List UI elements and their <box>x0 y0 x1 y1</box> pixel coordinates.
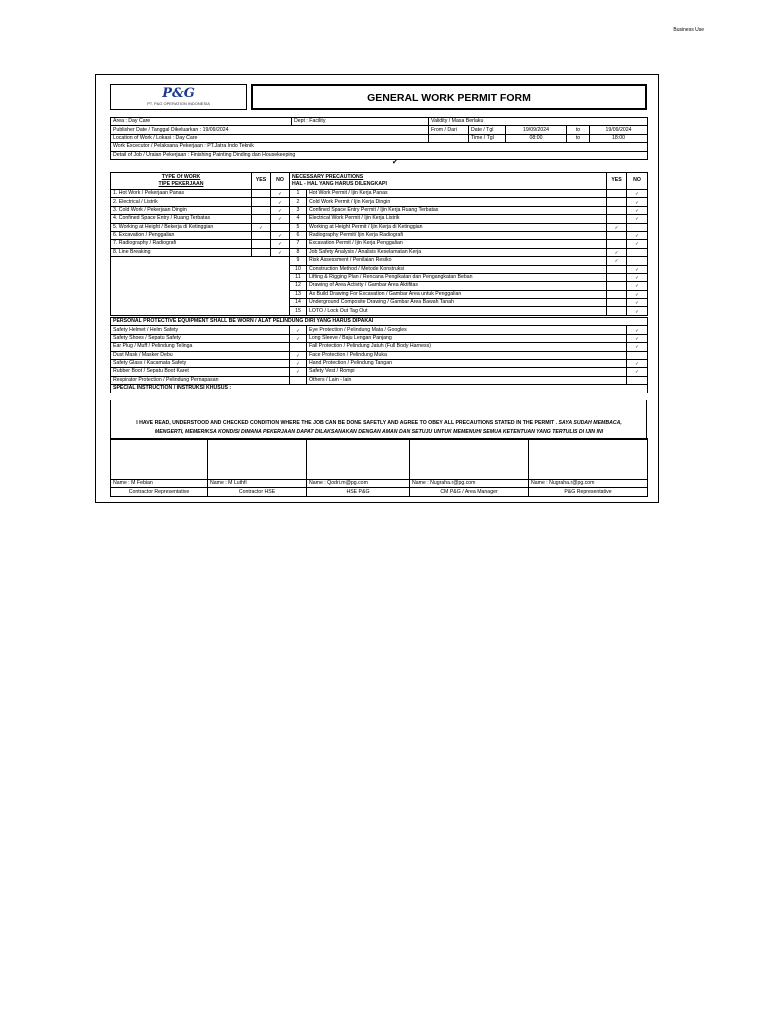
precaution-label: Confined Space Entry Permit / Ijin Kerja Ruang Terbatas <box>307 206 607 214</box>
precaution-yes-check <box>607 307 627 315</box>
ppe-right-item: Safety Vest / Rompi <box>307 368 627 376</box>
ppe-row <box>111 343 648 351</box>
precaution-no-check: ✓ <box>627 299 648 307</box>
ppe-right-check: ✓ <box>627 368 648 376</box>
ppe-row <box>111 376 648 384</box>
ppe-left-item: Safety Helmet / Helm Safety <box>111 326 290 334</box>
work-type-label: 1. Hot Work / Pekerjaan Panas <box>111 190 252 198</box>
precaution-label: Underground Composite Drawing / Gambar Area Bawah Tanah <box>307 299 607 307</box>
precaution-label: Radiography Permit/ Ijin Kerja Radiografi <box>307 231 607 239</box>
precaution-yes-check <box>607 198 627 206</box>
form-title: GENERAL WORK PERMIT FORM <box>367 92 531 104</box>
ppe-left-check <box>290 343 307 351</box>
work-type-label: 2. Electrical / Listrik <box>111 198 252 206</box>
signature-box <box>410 439 529 480</box>
work-row <box>111 273 648 281</box>
precaution-number: 6 <box>290 231 307 239</box>
work-row <box>111 299 648 307</box>
signature-role-row <box>111 488 648 496</box>
precaution-number: 12 <box>290 282 307 290</box>
signature-box <box>208 439 307 480</box>
publisher-date-cell: Publisher Date / Tanggal Dikeluarkan : 19/09/2024 <box>111 126 429 134</box>
signature-name: Name : M Luthfi <box>208 480 307 488</box>
precaution-yes-check <box>607 265 627 273</box>
precaution-label: Job Safety Analysis / Analisis Keselamatan Kerja <box>307 248 607 256</box>
pg-logo: P&G <box>162 86 195 101</box>
signature-role: HSE P&G <box>307 488 410 496</box>
ppe-row <box>111 368 648 376</box>
precaution-number: 5 <box>290 223 307 231</box>
business-use-label: Business Use <box>673 27 704 33</box>
work-type-no-check: ✓ <box>271 198 290 206</box>
precaution-number: 15 <box>290 307 307 315</box>
signature-role: P&G Representative <box>529 488 648 496</box>
work-row <box>111 307 648 315</box>
form-title-box <box>251 84 647 110</box>
work-type-label: 8. Line Breaking <box>111 248 252 256</box>
work-row <box>111 248 648 256</box>
empty-cell <box>252 265 271 273</box>
precaution-no-check: ✓ <box>627 290 648 298</box>
work-type-no-check <box>271 223 290 231</box>
ppe-header: PERSONAL PROTECTIVE EQUIPMENT SHALL BE WORN / ALAT PELINDUNG DIRI YANG HARUS DIPAKAI <box>111 318 648 326</box>
check-mark-icon: ✔ <box>392 159 398 166</box>
precaution-yes-check <box>607 282 627 290</box>
precaution-yes-check <box>607 231 627 239</box>
ppe-right-item: Face Protection / Pelindung Muka <box>307 351 627 359</box>
empty-cell <box>271 265 290 273</box>
ppe-left-check: ✓ <box>290 368 307 376</box>
ppe-left-item: Dust Mask / Masker Debu <box>111 351 290 359</box>
precaution-number: 14 <box>290 299 307 307</box>
empty-cell <box>111 299 252 307</box>
precaution-no-check: ✓ <box>627 206 648 214</box>
work-type-yes-check <box>252 240 271 248</box>
date-label: Date / Tgl <box>469 126 506 134</box>
precaution-number: 3 <box>290 206 307 214</box>
precaution-no-check: ✓ <box>627 282 648 290</box>
ppe-right-item: Long Sleeve / Baju Lengan Panjang <box>307 334 627 342</box>
precaution-label: LOTO / Lock Out Tag Out <box>307 307 607 315</box>
empty-cell <box>111 265 252 273</box>
empty-cell <box>111 307 252 315</box>
empty-cell <box>271 257 290 265</box>
precaution-no-check: ✓ <box>627 273 648 281</box>
precaution-label: Lifting & Rigging Plan / Rencana Pengikatan dan Pengangkatan Beban <box>307 273 607 281</box>
precaution-yes-check <box>607 215 627 223</box>
work-row <box>111 223 648 231</box>
signature-role: CM P&G / Area Manager <box>410 488 529 496</box>
precaution-label: Excavation Permit / Ijin Kerja Penggalian <box>307 240 607 248</box>
precaution-yes-check: ✓ <box>607 257 627 265</box>
signature-role: Contractor Representative <box>111 488 208 496</box>
precaution-no-check: ✓ <box>627 198 648 206</box>
precaution-yes-header: YES <box>607 173 627 190</box>
precaution-yes-check <box>607 206 627 214</box>
precaution-number: 7 <box>290 240 307 248</box>
ppe-right-check: ✓ <box>627 334 648 342</box>
empty-cell <box>252 290 271 298</box>
signature-box <box>111 439 208 480</box>
precaution-number: 8 <box>290 248 307 256</box>
work-type-no-check: ✓ <box>271 206 290 214</box>
precaution-number: 9 <box>290 257 307 265</box>
from-label: From / Dari <box>429 126 469 134</box>
signature-name-row <box>111 480 648 488</box>
ppe-left-item: Safety Shoes / Sepatu Safety <box>111 334 290 342</box>
precaution-yes-check: ✓ <box>607 248 627 256</box>
ppe-table <box>110 317 648 393</box>
work-table <box>110 172 648 316</box>
work-type-yes-check <box>252 190 271 198</box>
precaution-number: 11 <box>290 273 307 281</box>
precaution-yes-check: ✓ <box>607 223 627 231</box>
ppe-right-check: ✓ <box>627 343 648 351</box>
time-label: Time / Tgl <box>469 134 506 142</box>
agreement-statement: I HAVE READ, UNDERSTOOD AND CHECKED CONDITION WHERE THE JOB CAN BE DONE SAFETLY AND AGREE TO OBEY ALL PRECAUTIONS STATED IN THE PERMIT . SAYA SUDAH MEMBACA, MENGERTI, MEMERIKSA KONDISI DIMANA PEKERJAAN DAPAT DILAKSANAKAN DENGAN AMAN DAN SETUJU UNTUK MEMENUHI SEMUA KETENTUAN YANG TERTULIS DI IJIN INI <box>136 420 622 435</box>
signature-name: Name : Qodri.m@pg.com <box>307 480 410 488</box>
time-to-label: to <box>567 134 590 142</box>
info-table <box>110 117 648 160</box>
signature-role: Contractor HSE <box>208 488 307 496</box>
precaution-no-check <box>627 223 648 231</box>
empty-cell <box>111 282 252 290</box>
date-to-label: to <box>567 126 590 134</box>
work-row <box>111 282 648 290</box>
precaution-number: 2 <box>290 198 307 206</box>
empty-cell <box>252 273 271 281</box>
type-yes-header: YES <box>252 173 271 190</box>
work-type-label: 3. Cold Work / Pekerjaan Dingin <box>111 206 252 214</box>
work-permit-form <box>95 74 659 503</box>
precaution-no-check <box>627 248 648 256</box>
empty-cell <box>271 290 290 298</box>
ppe-row <box>111 334 648 342</box>
ppe-left-item: Respirator Protection / Pelindung Pernapasan <box>111 376 290 384</box>
precaution-no-check: ✓ <box>627 215 648 223</box>
work-row <box>111 198 648 206</box>
signature-box <box>307 439 410 480</box>
ppe-left-check: ✓ <box>290 351 307 359</box>
ppe-right-check: ✓ <box>627 326 648 334</box>
precaution-number: 4 <box>290 215 307 223</box>
signature-table <box>110 438 648 497</box>
empty-cell <box>252 307 271 315</box>
date-from-value: 19/09/2024 <box>506 126 567 134</box>
precaution-no-header: NO <box>627 173 648 190</box>
precaution-label: Working at Height Permit / Ijin Kerja di Ketinggian <box>307 223 607 231</box>
precautions-header: NECESSARY PRECAUTIONS HAL - HAL YANG HARUS DILENGKAPI <box>290 173 607 190</box>
ppe-right-item: Fall Protection / Pelindung Jatuh (Full Body Harness) <box>307 343 627 351</box>
job-detail-cell: Detail of Job / Uraian Pekerjaan : Finishing Painting Dinding dan Housekeeping <box>111 151 648 159</box>
time-to-value: 18:00 <box>590 134 648 142</box>
ppe-left-item: Safety Glass / Kacamata Safety <box>111 359 290 367</box>
signature-box-row <box>111 439 648 480</box>
ppe-left-item: Rubber Boot / Sepatu Boot Karet <box>111 368 290 376</box>
work-row <box>111 231 648 239</box>
signature-box <box>529 439 648 480</box>
work-row <box>111 206 648 214</box>
precaution-label: Electrical Work Permit / Ijin Kerja Listrik <box>307 215 607 223</box>
precaution-label: Construction Method / Metode Konstruksi <box>307 265 607 273</box>
precaution-number: 10 <box>290 265 307 273</box>
precaution-label: As Build Drawing For Excavation / Gambar Area untuk Penggalian <box>307 290 607 298</box>
ppe-left-check <box>290 376 307 384</box>
precaution-yes-check <box>607 273 627 281</box>
area-cell: Area : Day Care <box>111 118 292 126</box>
precaution-no-check: ✓ <box>627 307 648 315</box>
empty-cell <box>111 257 252 265</box>
ppe-right-check: ✓ <box>627 359 648 367</box>
work-type-no-check: ✓ <box>271 248 290 256</box>
precaution-number: 13 <box>290 290 307 298</box>
ppe-right-check <box>627 376 648 384</box>
work-type-no-check: ✓ <box>271 240 290 248</box>
work-type-yes-check <box>252 231 271 239</box>
empty-cell <box>271 299 290 307</box>
ppe-left-check: ✓ <box>290 326 307 334</box>
executor-cell: Work Excecutor / Pelaksana Pekerjaan : PT.Jatra Indo Teknik <box>111 143 648 151</box>
special-instruction-row <box>111 385 648 393</box>
ppe-left-item: Ear Plug / Muff / Pelindung Telinga <box>111 343 290 351</box>
special-instruction-label: SPECIAL INSTRUCTION / INSTRUKSI KHUSUS : <box>111 385 648 393</box>
dept-cell: Dept : Facility <box>292 118 429 126</box>
work-type-label: 6. Excavation / Penggalian <box>111 231 252 239</box>
type-of-work-header: TYPE Of WORK TIPE PEKERJAAN <box>111 173 252 190</box>
empty-cell <box>271 273 290 281</box>
ppe-row <box>111 359 648 367</box>
ppe-right-item: Others / Lain - lain <box>307 376 627 384</box>
work-type-label: 5. Working at Height / Bekerja di Ketinggian <box>111 223 252 231</box>
type-no-header: NO <box>271 173 290 190</box>
work-type-yes-check <box>252 248 271 256</box>
work-type-label: 7. Radiography / Radiografi <box>111 240 252 248</box>
empty-cell <box>252 282 271 290</box>
work-type-yes-check <box>252 215 271 223</box>
signature-name: Name : Nugraha.r@pg.com <box>529 480 648 488</box>
ppe-row <box>111 351 648 359</box>
work-row <box>111 215 648 223</box>
work-type-no-check: ✓ <box>271 231 290 239</box>
precaution-number: 1 <box>290 190 307 198</box>
empty-cell <box>111 290 252 298</box>
precaution-no-check: ✓ <box>627 240 648 248</box>
precaution-no-check: ✓ <box>627 231 648 239</box>
precaution-yes-check <box>607 299 627 307</box>
work-type-no-check: ✓ <box>271 190 290 198</box>
work-type-no-check: ✓ <box>271 215 290 223</box>
precaution-yes-check <box>607 190 627 198</box>
precaution-no-check: ✓ <box>627 190 648 198</box>
precaution-label: Cold Work Permit / Ijin Kerja Dingin <box>307 198 607 206</box>
precaution-yes-check <box>607 290 627 298</box>
precaution-label: Hot Work Permit / Ijin Kerja Panas <box>307 190 607 198</box>
signature-name: Name : Nugraha.r@pg.com <box>410 480 529 488</box>
ppe-left-check: ✓ <box>290 359 307 367</box>
precaution-no-check <box>627 257 648 265</box>
work-type-yes-check <box>252 206 271 214</box>
precaution-label: Risk Assessment / Penilaian Resiko <box>307 257 607 265</box>
work-row <box>111 240 648 248</box>
empty-cell <box>111 273 252 281</box>
work-row <box>111 265 648 273</box>
work-row <box>111 190 648 198</box>
work-row <box>111 257 648 265</box>
time-from-value: 08:00 <box>506 134 567 142</box>
work-type-label: 4. Confined Space Entry / Ruang Terbatas <box>111 215 252 223</box>
company-name: PT. P&G OPERATION INDONESIA <box>147 101 210 106</box>
ppe-row <box>111 326 648 334</box>
company-logo-box <box>110 84 247 110</box>
empty-cell <box>271 282 290 290</box>
precaution-no-check: ✓ <box>627 265 648 273</box>
work-type-yes-check: ✓ <box>252 223 271 231</box>
empty-cell <box>252 257 271 265</box>
empty-cell <box>252 299 271 307</box>
ppe-right-item: Hand Protection / Pelindung Tangan <box>307 359 627 367</box>
validity-cell: Validity / Masa Berlaku <box>429 118 648 126</box>
location-cell: Location of Work / Lokasi : Day Care <box>111 134 429 142</box>
work-row <box>111 290 648 298</box>
signature-name: Name : M Febian <box>111 480 208 488</box>
precaution-yes-check <box>607 240 627 248</box>
work-type-yes-check <box>252 198 271 206</box>
ppe-right-item: Eye Protection / Pelindung Mata / Googles <box>307 326 627 334</box>
precaution-label: Drawing of Area Activity / Gambar Area Aktifitas <box>307 282 607 290</box>
empty-cell <box>271 307 290 315</box>
ppe-left-check: ✓ <box>290 334 307 342</box>
ppe-right-check <box>627 351 648 359</box>
date-to-value: 19/09/2024 <box>590 126 648 134</box>
